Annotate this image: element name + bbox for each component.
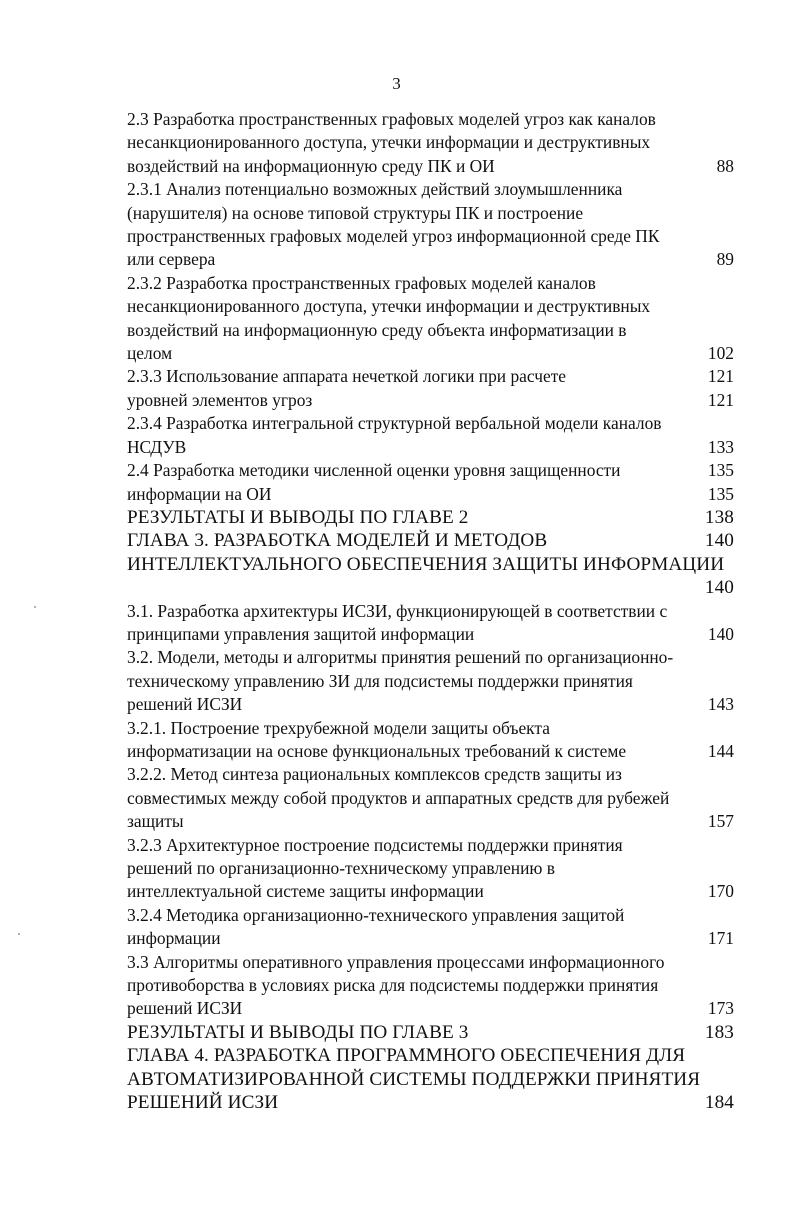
toc-entry-2-3-1[interactable] — [127, 178, 734, 272]
toc-entry-title-text: решений ИСЗИ — [127, 998, 243, 1019]
toc-entry-title-text: воздействий на информационную среду ПК и ОИ — [127, 155, 495, 176]
toc-entry-title-line — [127, 880, 734, 903]
toc-page-number: 140 — [704, 530, 734, 552]
toc-entry-chapter-3[interactable] — [127, 529, 734, 599]
toc-entry-title-text: решений ИСЗИ — [127, 694, 243, 715]
toc-entry-title-line — [127, 459, 734, 482]
toc-entry-title-line: 3.2. Модели, методы и алгоритмы принятия решений по организационно- — [127, 647, 674, 668]
toc-page-number: 138 — [704, 506, 734, 528]
toc-entry-title-line — [127, 810, 734, 833]
toc-entry-title-line: решений по организационно-техническому управлению в — [127, 858, 555, 878]
toc-entry-title-line — [127, 248, 734, 271]
toc-entry-title-line: 2.3.1 Анализ потенциально возможных действий злоумышленника — [127, 179, 623, 200]
toc-entry-title-text: 2.3.3 Использование аппарата нечеткой логики при расчете — [127, 366, 567, 387]
toc-entry-title-text: информации на ОИ — [127, 483, 272, 504]
toc-entry-title-line — [127, 740, 734, 763]
toc-entry-title-text: уровней элементов угроз — [127, 389, 313, 410]
toc-entry-title-line — [127, 623, 734, 646]
toc-entry-chapter-4[interactable] — [127, 1044, 734, 1114]
toc-entry-title-line: 3.3 Алгоритмы оперативного управления процессами информационного — [127, 951, 665, 972]
toc-entry-results-chapter-2[interactable] — [127, 506, 734, 529]
toc-entry-title-line — [127, 576, 734, 599]
toc-entry-title-line: (нарушителя) на основе типовой структуры ПК и построение — [127, 202, 584, 223]
toc-entry-title-line — [127, 436, 734, 459]
toc-entry-title-text: информации — [127, 928, 221, 949]
toc-entry-title-line — [127, 693, 734, 716]
toc-entry-2-3-3[interactable] — [127, 365, 734, 412]
toc-entry-title-line — [127, 342, 734, 365]
table-of-contents — [127, 108, 734, 1114]
toc-entry-title-line — [127, 529, 734, 552]
toc-entry-title-line: совместимых между собой продуктов и аппаратных средств для рубежей — [127, 787, 670, 808]
toc-entry-title-line: АВТОМАТИЗИРОВАННОЙ СИСТЕМЫ ПОДДЕРЖКИ ПРИНЯТИЯ — [127, 1068, 701, 1090]
toc-page-number: 135 — [707, 483, 734, 504]
page-number: 3 — [392, 74, 401, 93]
toc-page-number: 88 — [716, 155, 734, 176]
toc-page-number: 121 — [707, 366, 734, 387]
toc-page-number: 171 — [707, 928, 734, 949]
toc-page-number: 157 — [707, 811, 734, 832]
toc-page-number: 143 — [707, 694, 734, 715]
toc-entry-title-line — [127, 155, 734, 178]
toc-entry-title-line — [127, 365, 734, 388]
toc-entry-3-2-3[interactable] — [127, 834, 734, 904]
toc-entry-3-2-4[interactable] — [127, 904, 734, 951]
toc-entry-title-text: или сервера — [127, 249, 216, 270]
scan-speck — [18, 933, 20, 935]
toc-entry-title-line: 2.3.4 Разработка интегральной структурной вербальной модели каналов — [127, 413, 662, 434]
toc-entry-title-line: несанкционированного доступа, утечки информации и деструктивных — [127, 296, 651, 317]
toc-entry-title-line: 3.1. Разработка архитектуры ИСЗИ, функционирующей в соответствии с — [127, 600, 668, 621]
toc-entry-title-text: целом — [127, 343, 173, 364]
toc-entry-title-text: РЕЗУЛЬТАТЫ И ВЫВОДЫ ПО ГЛАВЕ 2 — [127, 506, 469, 528]
toc-entry-title-line: ИНТЕЛЛЕКТУАЛЬНОГО ОБЕСПЕЧЕНИЯ ЗАЩИТЫ ИНФОРМАЦИИ — [127, 553, 725, 575]
toc-entry-title-text: НСДУВ — [127, 436, 187, 457]
toc-entry-title-text: принципами управления защитой информации — [127, 623, 475, 644]
toc-entry-title-line: 2.3 Разработка пространственных графовых моделей угроз как каналов — [127, 109, 656, 129]
toc-page-number: 144 — [707, 740, 734, 761]
toc-entry-title-line: 3.2.4 Методика организационно-технического управления защитой — [127, 904, 625, 925]
toc-page-number: 140 — [707, 623, 734, 644]
toc-page-number: 173 — [707, 998, 734, 1019]
toc-entry-title-line: 3.2.2. Метод синтеза рациональных комплексов средств защиты из — [127, 764, 622, 785]
toc-entry-title-line — [127, 1091, 734, 1114]
toc-entry-title-line — [127, 389, 734, 412]
toc-page-number: 89 — [716, 249, 734, 270]
toc-entry-title-line: техническому управлению ЗИ для подсистемы поддержки принятия — [127, 670, 633, 691]
toc-entry-3-3[interactable] — [127, 951, 734, 1021]
toc-page-number: 102 — [707, 343, 734, 364]
toc-page-number: 183 — [704, 1021, 734, 1043]
toc-entry-title-line — [127, 506, 734, 529]
toc-page-number: 170 — [707, 881, 734, 902]
toc-entry-title-line — [127, 483, 734, 506]
toc-entry-title-text: 2.4 Разработка методики численной оценки уровня защищенности — [127, 460, 621, 481]
toc-entry-2-4[interactable] — [127, 459, 734, 506]
toc-entry-2-3-2[interactable] — [127, 272, 734, 366]
toc-entry-3-2[interactable] — [127, 646, 734, 716]
toc-entry-3-2-1[interactable] — [127, 717, 734, 764]
toc-page-number: 184 — [704, 1092, 734, 1114]
toc-page-number: 133 — [707, 436, 734, 457]
toc-entry-3-2-2[interactable] — [127, 763, 734, 833]
toc-entry-title-line — [127, 997, 734, 1020]
toc-entry-title-line: 3.2.1. Построение трехрубежной модели защиты объекта — [127, 717, 550, 738]
toc-entry-results-chapter-3[interactable] — [127, 1021, 734, 1044]
toc-page-number: 135 — [707, 460, 734, 481]
toc-entry-title-text: ГЛАВА 3. РАЗРАБОТКА МОДЕЛЕЙ И МЕТОДОВ — [127, 530, 548, 552]
toc-entry-title-line — [127, 1021, 734, 1044]
toc-entry-title-text: РЕЗУЛЬТАТЫ И ВЫВОДЫ ПО ГЛАВЕ 3 — [127, 1021, 469, 1043]
toc-entry-title-text: защиты — [127, 811, 184, 832]
toc-entry-title-line: воздействий на информационную среду объекта информатизации в — [127, 319, 627, 340]
toc-entry-title-text: интеллектуальной системе защиты информации — [127, 881, 484, 902]
toc-entry-3-1[interactable] — [127, 600, 734, 647]
toc-entry-title-line: противоборства в условиях риска для подсистемы поддержки принятия — [127, 975, 659, 996]
toc-page-number: 121 — [707, 389, 734, 410]
toc-entry-title-line: 3.2.3 Архитектурное построение подсистемы поддержки принятия — [127, 834, 623, 855]
toc-entry-title-text: РЕШЕНИЙ ИСЗИ — [127, 1092, 279, 1114]
toc-entry-title-line: ГЛАВА 4. РАЗРАБОТКА ПРОГРАММНОГО ОБЕСПЕЧЕНИЯ ДЛЯ — [127, 1045, 686, 1067]
toc-entry-title-line — [127, 927, 734, 950]
toc-entry-2-3-4[interactable] — [127, 412, 734, 459]
toc-entry-title-text: информатизации на основе функциональных требований к системе — [127, 740, 627, 761]
toc-entry-title-line: 2.3.2 Разработка пространственных графовых моделей каналов — [127, 272, 596, 293]
scan-speck — [34, 606, 36, 608]
toc-page-number: 140 — [704, 577, 734, 599]
toc-entry-2-3[interactable] — [127, 108, 734, 178]
toc-entry-title-line: несанкционированного доступа, утечки информации и деструктивных — [127, 132, 651, 153]
toc-entry-title-line: пространственных графовых моделей угроз информационной среде ПК — [127, 226, 660, 247]
